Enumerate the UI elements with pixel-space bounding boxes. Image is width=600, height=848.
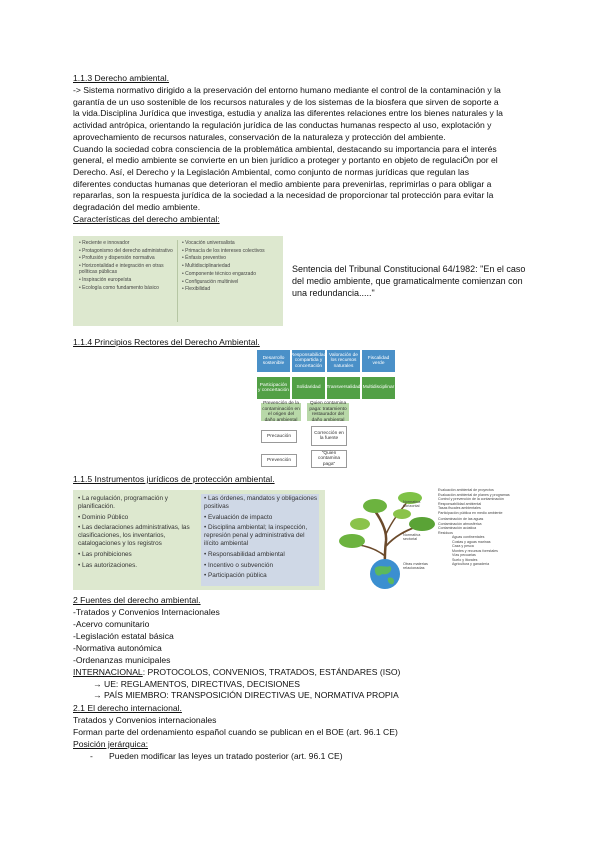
list-item: • Vocación universalista bbox=[182, 240, 278, 246]
section-1-1-5-heading: 1.1.5 Instrumentos jurídicos de protección ambiental. bbox=[73, 474, 275, 484]
list-item: Montes y recursos forestales bbox=[452, 548, 498, 553]
text-line: general, el medio ambiente se convierte en un bien jurídico a proteger y portanto en objeto de regulaciÓn por el bbox=[73, 155, 498, 166]
list-item: • Protagonismo del derecho administrativo bbox=[79, 248, 175, 254]
source-item: -Legislación estatal básica bbox=[73, 631, 174, 641]
characteristics-left-list bbox=[79, 240, 175, 292]
pais-line: → PAÍS MIEMBRO: TRANSPOSICIÓN DIRECTIVAS UE, NORMATIVA PROPIA bbox=[93, 690, 399, 700]
tree-legislation-list bbox=[438, 488, 510, 567]
ue-line: → UE: REGLAMENTOS, DIRECTIVAS, DECISIONES bbox=[93, 679, 300, 689]
text-line: degradación del medio ambiente. bbox=[73, 202, 201, 213]
list-item: • Las órdenes, mandatos y obligaciones positivas bbox=[204, 495, 318, 511]
definition-paragraph bbox=[73, 85, 528, 214]
text-line: Derecho. Así, el Derecho y la Legislación Ambiental, como conjunto de normas jurídicas que regulan las bbox=[73, 166, 470, 177]
list-item: • Ecología como fundamento básico bbox=[79, 285, 175, 291]
source-item: -Ordenanzas municipales bbox=[73, 655, 171, 665]
principle-box: Precaución bbox=[261, 430, 297, 443]
list-item: • Énfasis preventivo bbox=[182, 255, 278, 261]
list-item: • Participación pública bbox=[204, 572, 318, 580]
source-item: -Tratados y Convenios Internacionales bbox=[73, 607, 220, 617]
list-item: • Disciplina ambiental; la inspección, represión penal y administrativa del ilícito ambiental bbox=[204, 524, 318, 547]
text-line: diferentes conductas humanas que deterioran el medio ambiente para prevenirlas, reprimirlas o para obligar a bbox=[73, 178, 492, 189]
principles-diagram bbox=[257, 350, 397, 470]
principle-box: Multidisciplinar bbox=[362, 377, 395, 399]
list-item: • Evaluación de impacto bbox=[204, 514, 318, 522]
text-line: -> Sistema normativo dirigido a la preservación del entorno humano mediante el control de la contaminación y la bbox=[73, 85, 501, 95]
constitutional-court-quote: Sentencia del Tribunal Constitucional 64/1982: "En el caso del medio ambiente, que gramaticalmente comienzan con una redundancia....." bbox=[292, 264, 526, 298]
list-item: Costas y aguas marinas bbox=[452, 539, 491, 544]
section-2-1-body: Forman parte del ordenamiento español cuando se publican en el BOE (art. 96.1 CE) bbox=[73, 727, 398, 737]
list-item: Agricultura y ganadería bbox=[452, 562, 490, 566]
instruments-right-list bbox=[204, 495, 318, 583]
list-item: • Horizontalidad e integración en otras políticas públicas bbox=[79, 263, 175, 275]
text-line: repararlas, son la respuesta jurídica de la sociedad a la necesidad de proporcionar tal protección para evitar la bbox=[73, 190, 494, 201]
list-item: Contaminación de las aguas bbox=[438, 517, 484, 521]
list-item: • Las autorizaciones. bbox=[78, 562, 198, 570]
list-item: Vías pecuarias bbox=[452, 553, 476, 557]
list-item: • Reciente e innovador bbox=[79, 240, 175, 246]
section-2-1-heading: 2.1 El derecho internacional. bbox=[73, 703, 182, 713]
text-line: la vida.Disciplina Jurídica que investiga, estudia y analiza las diferentes relaciones entre los bienes naturales y la bbox=[73, 108, 503, 119]
text-line: Cuando la sociedad cobra consciencia de la problemática ambiental, destacando su importancia para el interés bbox=[73, 143, 497, 154]
text-line: aprovechamiento de recursos naturales, conservación de la naturaleza y protección del ambiente. bbox=[73, 131, 446, 142]
principle-box: Valoración de los recursos naturales bbox=[327, 350, 360, 372]
internacional-line bbox=[73, 667, 400, 679]
instruments-figure bbox=[73, 490, 325, 590]
characteristics-heading: Características del derecho ambiental: bbox=[73, 214, 220, 224]
dash-bullet: - bbox=[90, 751, 93, 761]
principle-box: Quien contamina paga: tratamiento restaurador del daño ambiental bbox=[307, 403, 349, 421]
list-item: Aguas continentales bbox=[452, 535, 485, 539]
list-item: • La regulación, programación y planificación. bbox=[78, 495, 198, 511]
position-heading: Posición jerárquica: bbox=[73, 739, 148, 749]
principle-box: "Quien contamina paga" bbox=[311, 450, 347, 468]
section-2-1-subtitle: Tratados y Convenios internacionales bbox=[73, 715, 217, 725]
list-item: Control y prevención de la contaminación bbox=[438, 497, 504, 501]
list-item: • Flexibilidad bbox=[182, 286, 278, 292]
source-item: -Normativa autonómica bbox=[73, 643, 162, 653]
list-item: Tasas fiscales ambientales bbox=[438, 506, 481, 510]
tree-label: Normativa horizontal bbox=[403, 500, 421, 509]
principle-box: Prevención bbox=[261, 454, 297, 467]
list-item: • Las prohibiciones bbox=[78, 551, 198, 559]
text-line: actividad antrópica, orientando la regulación jurídica de las conductas humanas respecto al uso, explotación y bbox=[73, 120, 492, 131]
list-item: • Profusión y dispersión normativa bbox=[79, 255, 175, 261]
source-item: -Acervo comunitario bbox=[73, 619, 150, 629]
list-item: Caza y pesca bbox=[452, 544, 474, 548]
characteristics-right-list bbox=[182, 240, 278, 294]
characteristics-figure bbox=[73, 236, 283, 326]
list-item: • Incentivo o subvención bbox=[204, 562, 318, 570]
principle-box: Participación y concertación bbox=[257, 377, 290, 399]
list-item: • Las declaraciones administrativas, las clasificaciones, los inventarios, catalogaciones y los registros bbox=[78, 524, 198, 547]
instruments-left-list bbox=[78, 495, 198, 572]
list-item: • Inspiración europeísta bbox=[79, 277, 175, 283]
list-item: Evaluación ambiental de proyectos bbox=[438, 488, 494, 492]
list-item: Residuos bbox=[438, 530, 453, 535]
list-item: • Primacía de los intereses colectivos bbox=[182, 248, 278, 254]
instruments-right-panel bbox=[201, 494, 319, 586]
list-item: • Responsabilidad ambiental bbox=[204, 551, 318, 559]
list-item: Participación pública en medio ambiente bbox=[438, 510, 503, 515]
list-item: • Configuración multinivel bbox=[182, 279, 278, 285]
tree-label: Otras materias relacionadas bbox=[403, 562, 428, 571]
list-item: Responsabilidad ambiental bbox=[438, 501, 482, 506]
text-line: garantía de un uso sostenible de los recursos naturales y de los sistemas de la biosfera que sirven de soporte a bbox=[73, 96, 499, 107]
principle-box: Desarrollo sostenible bbox=[257, 350, 290, 372]
list-item: Contaminación atmosférica bbox=[438, 521, 482, 526]
tree-label: Normativa sectorial bbox=[403, 533, 421, 542]
position-bullet: Pueden modificar las leyes un tratado posterior (art. 96.1 CE) bbox=[109, 751, 343, 761]
list-item: Contaminación acústica bbox=[438, 526, 477, 530]
divider bbox=[177, 240, 178, 322]
principle-box: Solidaridad bbox=[292, 377, 325, 399]
list-item: • Componente técnico engarzado bbox=[182, 271, 278, 277]
list-item: • Multidisciplinariedad bbox=[182, 263, 278, 269]
principle-box: Transversalidad bbox=[327, 377, 360, 399]
principle-box: Prevención de la contaminación en el origen del daño ambiental bbox=[262, 401, 300, 423]
internacional-text: : PROTOCOLOS, CONVENIOS, TRATADOS, ESTÁNDARES (ISO) bbox=[142, 667, 401, 677]
list-item: • Dominio Público bbox=[78, 514, 198, 522]
principle-box: Responsabilidad compartida y concertación bbox=[292, 350, 325, 372]
principle-box: Corrección en la fuente bbox=[311, 426, 347, 446]
section-1-1-4-heading: 1.1.4 Principios Rectores del Derecho Ambiental. bbox=[73, 337, 260, 347]
section-1-1-3-heading: 1.1.3 Derecho ambiental. bbox=[73, 73, 170, 83]
list-item: Evaluación ambiental de planes y programas bbox=[438, 492, 510, 497]
section-2-heading: 2 Fuentes del derecho ambiental. bbox=[73, 595, 201, 605]
principle-box: Fiscalidad verde bbox=[362, 350, 395, 372]
list-item: Suelo y litorales bbox=[452, 557, 478, 562]
internacional-label: INTERNACIONAL bbox=[73, 667, 143, 677]
